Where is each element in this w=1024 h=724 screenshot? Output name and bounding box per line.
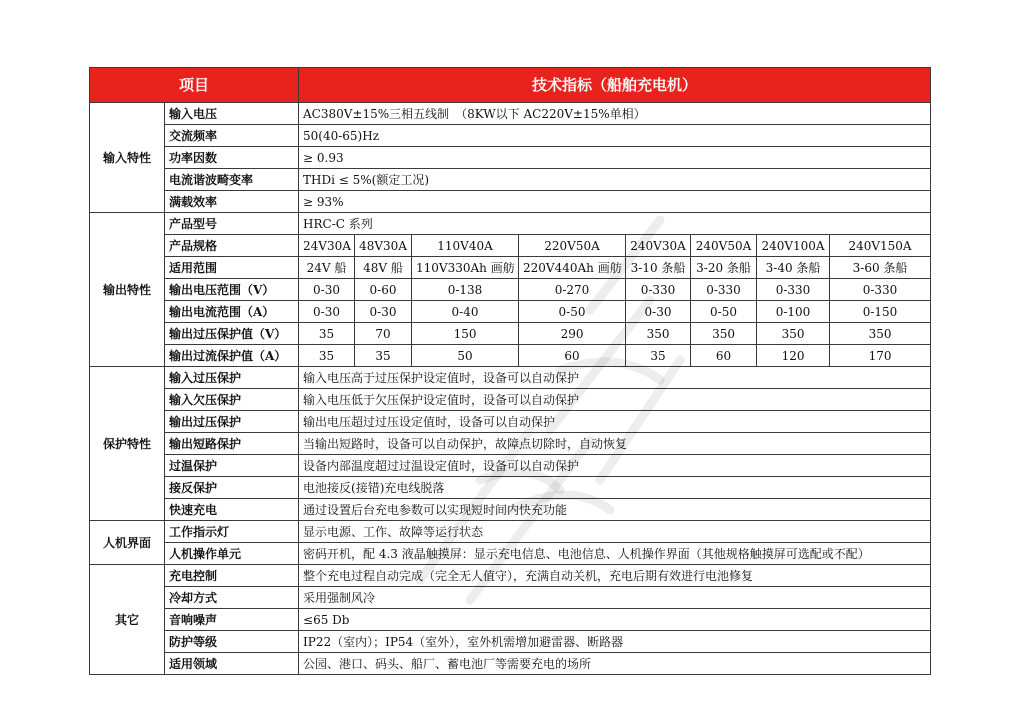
row-value: AC380V±15%三相五线制 （8KW以下 AC220V±15%单相）	[299, 103, 931, 125]
header-spec: 技术指标（船舶充电机）	[299, 68, 931, 103]
spec-cell: 0-50	[519, 301, 626, 323]
section-hmi-title: 人机界面	[90, 521, 165, 565]
table-row	[90, 257, 931, 279]
row-label: 接反保护	[165, 477, 299, 499]
table-row	[90, 433, 931, 455]
table-row	[90, 389, 931, 411]
spec-cell: 0-150	[830, 301, 931, 323]
spec-cell: 0-330	[626, 279, 691, 301]
spec-cell: 35	[355, 345, 412, 367]
row-value: 当输出短路时，设备可以自动保护，故障点切除时，自动恢复	[299, 433, 931, 455]
row-label: 电流谐波畸变率	[165, 169, 299, 191]
table-row	[90, 345, 931, 367]
spec-cell: 240V100A	[757, 235, 830, 257]
row-value: ≥ 93%	[299, 191, 931, 213]
row-value: 50(40-65)Hz	[299, 125, 931, 147]
row-label: 输出电流范围（A）	[165, 301, 299, 323]
section-output-title: 输出特性	[90, 213, 165, 367]
row-value: 输出电压超过过压设定值时，设备可以自动保护	[299, 411, 931, 433]
table-header-row	[90, 68, 931, 103]
spec-cell: 350	[626, 323, 691, 345]
spec-cell: 350	[691, 323, 757, 345]
row-label: 工作指示灯	[165, 521, 299, 543]
row-label: 防护等级	[165, 631, 299, 653]
table-row	[90, 125, 931, 147]
row-value: 采用强制风冷	[299, 587, 931, 609]
spec-cell: 35	[299, 345, 355, 367]
row-value: 整个充电过程自动完成（完全无人值守），充满自动关机，充电后期有效进行电池修复	[299, 565, 931, 587]
spec-cell: 110V330Ah 画舫	[412, 257, 519, 279]
spec-cell: 220V440Ah 画舫	[519, 257, 626, 279]
row-value: IP22（室内）；IP54（室外），室外机需增加避雷器、断路器	[299, 631, 931, 653]
section-input-title: 输入特性	[90, 103, 165, 213]
spec-cell: 50	[412, 345, 519, 367]
spec-cell: 0-30	[355, 301, 412, 323]
table-row	[90, 565, 931, 587]
table-row	[90, 323, 931, 345]
spec-cell: 0-270	[519, 279, 626, 301]
row-value: 输入电压高于过压保护设定值时，设备可以自动保护	[299, 367, 931, 389]
row-label: 冷却方式	[165, 587, 299, 609]
table-row	[90, 279, 931, 301]
spec-cell: 350	[757, 323, 830, 345]
row-value: 设备内部温度超过过温设定值时，设备可以自动保护	[299, 455, 931, 477]
row-label: 功率因数	[165, 147, 299, 169]
spec-cell: 0-50	[691, 301, 757, 323]
row-value: 公园、港口、码头、船厂、蓄电池厂等需要充电的场所	[299, 653, 931, 675]
spec-cell: 3-20 条船	[691, 257, 757, 279]
spec-cell: 0-30	[299, 301, 355, 323]
row-value: 输入电压低于欠压保护设定值时，设备可以自动保护	[299, 389, 931, 411]
row-label: 输出过压保护值（V）	[165, 323, 299, 345]
row-label: 输出过流保护值（A）	[165, 345, 299, 367]
spec-cell: 35	[626, 345, 691, 367]
spec-cell: 3-10 条船	[626, 257, 691, 279]
spec-cell: 0-330	[830, 279, 931, 301]
table-row	[90, 543, 931, 565]
row-value: 通过设置后台充电参数可以实现短时间内快充功能	[299, 499, 931, 521]
table-row	[90, 477, 931, 499]
spec-cell: 110V40A	[412, 235, 519, 257]
row-label: 适用领域	[165, 653, 299, 675]
section-protection-title: 保护特性	[90, 367, 165, 521]
table-row	[90, 191, 931, 213]
header-item: 项目	[90, 68, 299, 103]
table-row	[90, 301, 931, 323]
spec-cell: 0-138	[412, 279, 519, 301]
spec-cell: 60	[519, 345, 626, 367]
row-label: 输出电压范围（V）	[165, 279, 299, 301]
row-value: 密码开机，配 4.3 液晶触摸屏：显示充电信息、电池信息、人机操作界面（其他规格触摸屏可选配或不配）	[299, 543, 931, 565]
spec-cell: 24V30A	[299, 235, 355, 257]
row-label: 输入电压	[165, 103, 299, 125]
spec-cell: 3-40 条船	[757, 257, 830, 279]
table-row	[90, 169, 931, 191]
row-label: 产品规格	[165, 235, 299, 257]
section-other-title: 其它	[90, 565, 165, 675]
table-row	[90, 499, 931, 521]
row-value: 显示电源、工作、故障等运行状态	[299, 521, 931, 543]
spec-cell: 48V 船	[355, 257, 412, 279]
row-label: 充电控制	[165, 565, 299, 587]
row-label: 满载效率	[165, 191, 299, 213]
spec-cell: 60	[691, 345, 757, 367]
spec-cell: 0-30	[299, 279, 355, 301]
spec-cell: 0-30	[626, 301, 691, 323]
row-label: 音响噪声	[165, 609, 299, 631]
row-label: 适用范围	[165, 257, 299, 279]
row-label: 输入过压保护	[165, 367, 299, 389]
row-label: 过温保护	[165, 455, 299, 477]
table-row	[90, 455, 931, 477]
row-value: ≥ 0.93	[299, 147, 931, 169]
row-label: 输出短路保护	[165, 433, 299, 455]
spec-cell: 240V30A	[626, 235, 691, 257]
spec-table	[89, 67, 931, 675]
spec-cell: 0-60	[355, 279, 412, 301]
spec-cell: 350	[830, 323, 931, 345]
row-label: 交流频率	[165, 125, 299, 147]
spec-cell: 290	[519, 323, 626, 345]
spec-cell: 35	[299, 323, 355, 345]
table-row	[90, 587, 931, 609]
spec-cell: 0-40	[412, 301, 519, 323]
spec-cell: 70	[355, 323, 412, 345]
spec-cell: 3-60 条船	[830, 257, 931, 279]
table-row	[90, 367, 931, 389]
spec-cell: 0-100	[757, 301, 830, 323]
spec-cell: 170	[830, 345, 931, 367]
row-value: HRC-C 系列	[299, 213, 931, 235]
table-row	[90, 147, 931, 169]
row-value: 电池接反(接错)充电线脱落	[299, 477, 931, 499]
row-label: 快速充电	[165, 499, 299, 521]
row-value: THDi ≤ 5%(额定工况)	[299, 169, 931, 191]
table-row	[90, 103, 931, 125]
table-row	[90, 631, 931, 653]
row-label: 产品型号	[165, 213, 299, 235]
spec-cell: 0-330	[691, 279, 757, 301]
table-row	[90, 411, 931, 433]
table-row	[90, 653, 931, 675]
spec-cell: 48V30A	[355, 235, 412, 257]
table-row	[90, 213, 931, 235]
spec-cell: 24V 船	[299, 257, 355, 279]
spec-cell: 240V150A	[830, 235, 931, 257]
spec-cell: 220V50A	[519, 235, 626, 257]
row-label: 输出过压保护	[165, 411, 299, 433]
table-row	[90, 521, 931, 543]
row-label: 输入欠压保护	[165, 389, 299, 411]
spec-cell: 0-330	[757, 279, 830, 301]
row-value: ≤65 Db	[299, 609, 931, 631]
spec-cell: 150	[412, 323, 519, 345]
row-label: 人机操作单元	[165, 543, 299, 565]
spec-cell: 240V50A	[691, 235, 757, 257]
spec-cell: 120	[757, 345, 830, 367]
table-row	[90, 235, 931, 257]
table-row	[90, 609, 931, 631]
